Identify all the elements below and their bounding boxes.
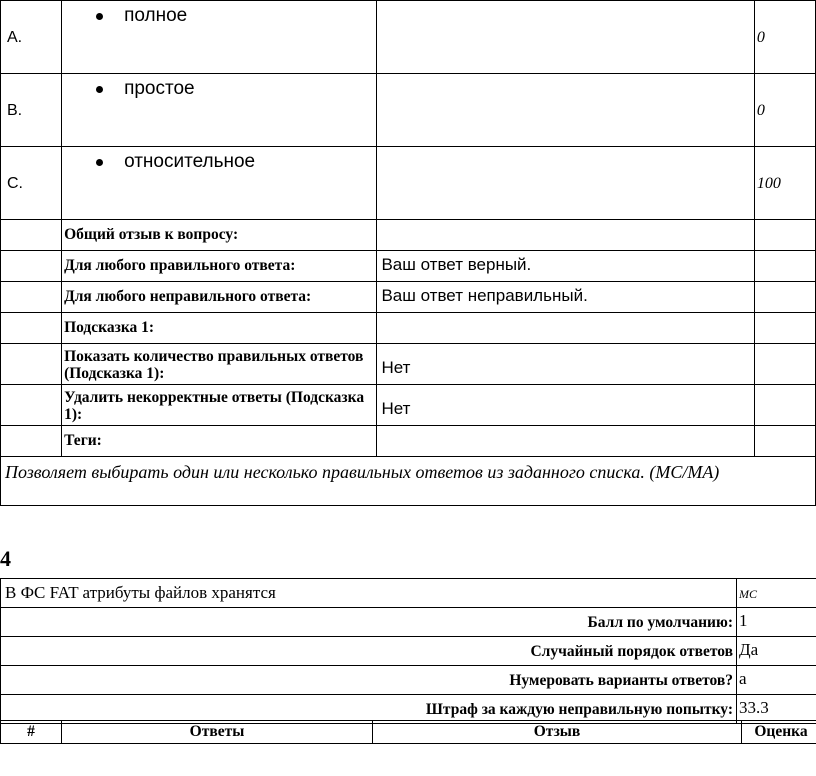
default-score-label: Балл по умолчанию: — [587, 614, 733, 631]
header-number: # — [27, 723, 35, 740]
question-text-row — [1, 579, 816, 608]
option-letter: A. — [7, 29, 23, 46]
question-type: MC — [739, 587, 757, 601]
hint-row — [1, 313, 816, 344]
answers-header-row — [1, 721, 816, 744]
option-text: относительное — [124, 151, 256, 172]
tags-label: Теги: — [64, 432, 102, 449]
general-feedback-value — [377, 220, 753, 224]
random-order-row — [1, 637, 816, 666]
option-feedback-cell — [377, 1, 754, 74]
hint-label: Подсказка 1: — [64, 319, 155, 336]
remove-wrong-value: Нет — [381, 399, 411, 418]
general-feedback-label: Общий отзыв к вопросу: — [64, 226, 239, 243]
correct-feedback-label: Для любого правильного ответа: — [64, 257, 296, 274]
option-letter: C. — [7, 175, 23, 192]
header-answers: Ответы — [189, 723, 245, 740]
remove-wrong-row — [1, 385, 816, 426]
correct-feedback-row — [1, 251, 816, 282]
tags-row — [1, 426, 816, 457]
random-order-label: Случайный порядок ответов — [530, 643, 733, 660]
option-score: 0 — [756, 29, 765, 46]
option-row-c — [1, 147, 816, 220]
penalty-label: Штраф за каждую неправильную попытку: — [425, 701, 733, 718]
question-type-description-row — [1, 457, 816, 506]
incorrect-feedback-value: Ваш ответ неправильный. — [381, 286, 588, 305]
option-feedback-cell — [377, 147, 754, 220]
option-score: 100 — [756, 175, 781, 192]
option-row-a — [1, 1, 816, 74]
header-score: Оценка — [754, 723, 808, 740]
numbering-row — [1, 666, 816, 695]
bullet-icon — [96, 86, 103, 93]
option-text: полное — [124, 5, 188, 26]
question-text: В ФС FAT атрибуты файлов хранятся — [5, 583, 276, 602]
question-number: 4 — [0, 546, 11, 571]
question-settings-table — [0, 578, 816, 724]
penalty-value: 33.3 — [739, 698, 769, 717]
default-score-row — [1, 608, 816, 637]
numbering-label: Нумеровать варианты ответов? — [509, 672, 733, 689]
remove-wrong-label: Удалить некорректные ответы (Подсказка 1): — [64, 389, 365, 423]
answers-header-table — [0, 720, 816, 744]
numbering-value: a — [739, 669, 747, 688]
show-count-label: Показать количество правильных ответов (Подсказка 1): — [64, 348, 364, 382]
question-type-description: Позволяет выбирать один или несколько правильных ответов из заданного списка. (MC/MA) — [5, 462, 720, 482]
bullet-icon — [96, 13, 103, 20]
show-count-row — [1, 344, 816, 385]
show-count-value: Нет — [381, 358, 411, 377]
default-score-value: 1 — [739, 611, 748, 630]
incorrect-feedback-row — [1, 282, 816, 313]
general-feedback-row — [1, 220, 816, 251]
option-letter: B. — [7, 102, 23, 119]
option-row-b — [1, 74, 816, 147]
random-order-value: Да — [739, 640, 759, 659]
bullet-icon — [96, 159, 103, 166]
option-score: 0 — [756, 102, 765, 119]
correct-feedback-value: Ваш ответ верный. — [381, 255, 532, 274]
option-text: простое — [124, 78, 195, 99]
incorrect-feedback-label: Для любого неправильного ответа: — [64, 288, 312, 305]
header-feedback: Отзыв — [533, 723, 581, 740]
option-feedback-cell — [377, 74, 754, 147]
